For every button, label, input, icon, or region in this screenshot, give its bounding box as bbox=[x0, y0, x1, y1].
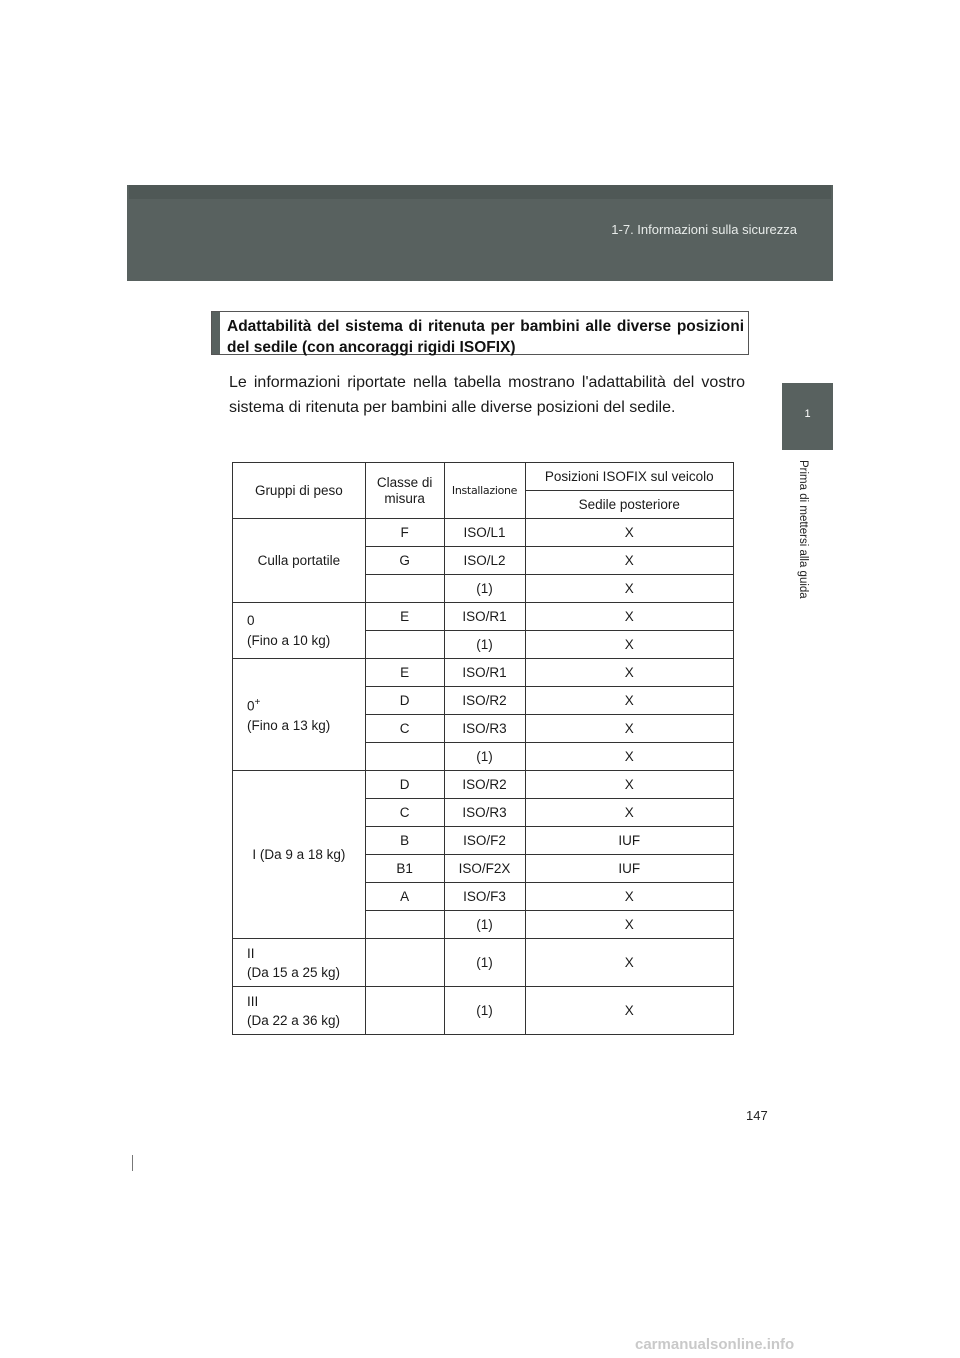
suitability-cell: X bbox=[525, 659, 734, 687]
installation-cell: (1) bbox=[444, 911, 525, 939]
installation-cell: ISO/L2 bbox=[444, 547, 525, 575]
size-class-cell bbox=[365, 743, 444, 771]
weight-group-range: (Fino a 10 kg) bbox=[247, 632, 331, 648]
installation-cell: ISO/R1 bbox=[444, 659, 525, 687]
weight-group-name: 0 bbox=[247, 698, 255, 714]
installation-cell: ISO/R2 bbox=[444, 687, 525, 715]
installation-cell: (1) bbox=[444, 631, 525, 659]
size-class-cell: D bbox=[365, 771, 444, 799]
weight-group-name: III bbox=[247, 993, 259, 1009]
suitability-cell: X bbox=[525, 547, 734, 575]
chapter-number: 1 bbox=[804, 408, 811, 420]
suitability-cell: X bbox=[525, 631, 734, 659]
chapter-title-vertical bbox=[795, 460, 809, 640]
installation-cell: (1) bbox=[444, 939, 525, 987]
installation-cell: (1) bbox=[444, 575, 525, 603]
weight-group-cell bbox=[233, 939, 366, 987]
weight-group-range: (Fino a 13 kg) bbox=[247, 718, 331, 734]
installation-cell: (1) bbox=[444, 743, 525, 771]
size-class-cell: D bbox=[365, 687, 444, 715]
header-top-strip bbox=[129, 185, 831, 199]
table-row bbox=[233, 771, 734, 799]
size-class-cell: C bbox=[365, 799, 444, 827]
weight-group-cell bbox=[233, 987, 366, 1035]
size-class-cell: B1 bbox=[365, 855, 444, 883]
size-class-cell bbox=[365, 987, 444, 1035]
suitability-cell: X bbox=[525, 799, 734, 827]
weight-group-cell: I (Da 9 a 18 kg) bbox=[233, 771, 366, 939]
section-title-bar bbox=[212, 312, 220, 354]
installation-cell: ISO/R1 bbox=[444, 603, 525, 631]
size-class-cell: B bbox=[365, 827, 444, 855]
header-band bbox=[127, 185, 833, 281]
installation-cell: ISO/F3 bbox=[444, 883, 525, 911]
suitability-cell: X bbox=[525, 519, 734, 547]
chapter-title: Prima di mettersi alla guida bbox=[797, 460, 809, 599]
table-row bbox=[233, 659, 734, 687]
installation-cell: ISO/R2 bbox=[444, 771, 525, 799]
section-title-box bbox=[211, 311, 749, 355]
section-title: Adattabilità del sistema di ritenuta per bambini alle diverse posizioni del sedile (con ancoraggi rigidi ISOFIX) bbox=[227, 318, 744, 356]
size-class-cell: E bbox=[365, 659, 444, 687]
header-isofix-positions: Posizioni ISOFIX sul veicolo bbox=[525, 463, 734, 491]
suitability-cell: X bbox=[525, 939, 734, 987]
suitability-cell: X bbox=[525, 883, 734, 911]
header-rear-seat: Sedile posteriore bbox=[525, 491, 734, 519]
suitability-cell: X bbox=[525, 603, 734, 631]
suitability-cell: X bbox=[525, 575, 734, 603]
page-number: 147 bbox=[746, 1108, 768, 1123]
suitability-cell: X bbox=[525, 911, 734, 939]
suitability-cell: X bbox=[525, 715, 734, 743]
watermark: carmanualsonline.info bbox=[635, 1336, 795, 1353]
suitability-cell: IUF bbox=[525, 827, 734, 855]
size-class-cell: F bbox=[365, 519, 444, 547]
weight-group-range: (Da 22 a 36 kg) bbox=[247, 1012, 341, 1028]
margin-mark bbox=[132, 1155, 133, 1171]
size-class-cell bbox=[365, 911, 444, 939]
chapter-tab[interactable] bbox=[782, 383, 833, 450]
suitability-cell: X bbox=[525, 743, 734, 771]
size-class-cell bbox=[365, 631, 444, 659]
table-row bbox=[233, 603, 734, 631]
suitability-cell: X bbox=[525, 771, 734, 799]
table-header-row bbox=[233, 463, 734, 491]
size-class-cell: C bbox=[365, 715, 444, 743]
size-class-cell: A bbox=[365, 883, 444, 911]
installation-cell: (1) bbox=[444, 987, 525, 1035]
suitability-cell: X bbox=[525, 987, 734, 1035]
installation-cell: ISO/F2X bbox=[444, 855, 525, 883]
weight-group-cell: Culla portatile bbox=[233, 519, 366, 603]
weight-group-cell bbox=[233, 659, 366, 771]
size-class-cell: G bbox=[365, 547, 444, 575]
table-row bbox=[233, 939, 734, 987]
intro-paragraph: Le informazioni riportate nella tabella mostrano l'adattabilità del vostro sistema di ritenuta per bambini alle diverse posizioni del sedile. bbox=[229, 374, 745, 416]
weight-group-cell bbox=[233, 603, 366, 659]
installation-cell: ISO/R3 bbox=[444, 715, 525, 743]
header-installation: Installazione bbox=[444, 463, 525, 519]
installation-cell: ISO/F2 bbox=[444, 827, 525, 855]
installation-cell: ISO/R3 bbox=[444, 799, 525, 827]
weight-group-name: II bbox=[247, 945, 255, 961]
section-header-title: 1-7. Informazioni sulla sicurezza bbox=[611, 222, 797, 237]
table-row bbox=[233, 987, 734, 1035]
size-class-cell: E bbox=[365, 603, 444, 631]
size-class-cell bbox=[365, 575, 444, 603]
size-class-cell bbox=[365, 939, 444, 987]
weight-group-name: 0 bbox=[247, 612, 255, 628]
isofix-suitability-table bbox=[232, 462, 734, 1035]
suitability-cell: X bbox=[525, 687, 734, 715]
header-size-class: Classe di misura bbox=[365, 463, 444, 519]
header-weight-group: Gruppi di peso bbox=[233, 463, 366, 519]
weight-group-superscript: + bbox=[254, 696, 261, 708]
table-row bbox=[233, 519, 734, 547]
weight-group-range: (Da 15 a 25 kg) bbox=[247, 964, 341, 980]
suitability-cell: IUF bbox=[525, 855, 734, 883]
installation-cell: ISO/L1 bbox=[444, 519, 525, 547]
